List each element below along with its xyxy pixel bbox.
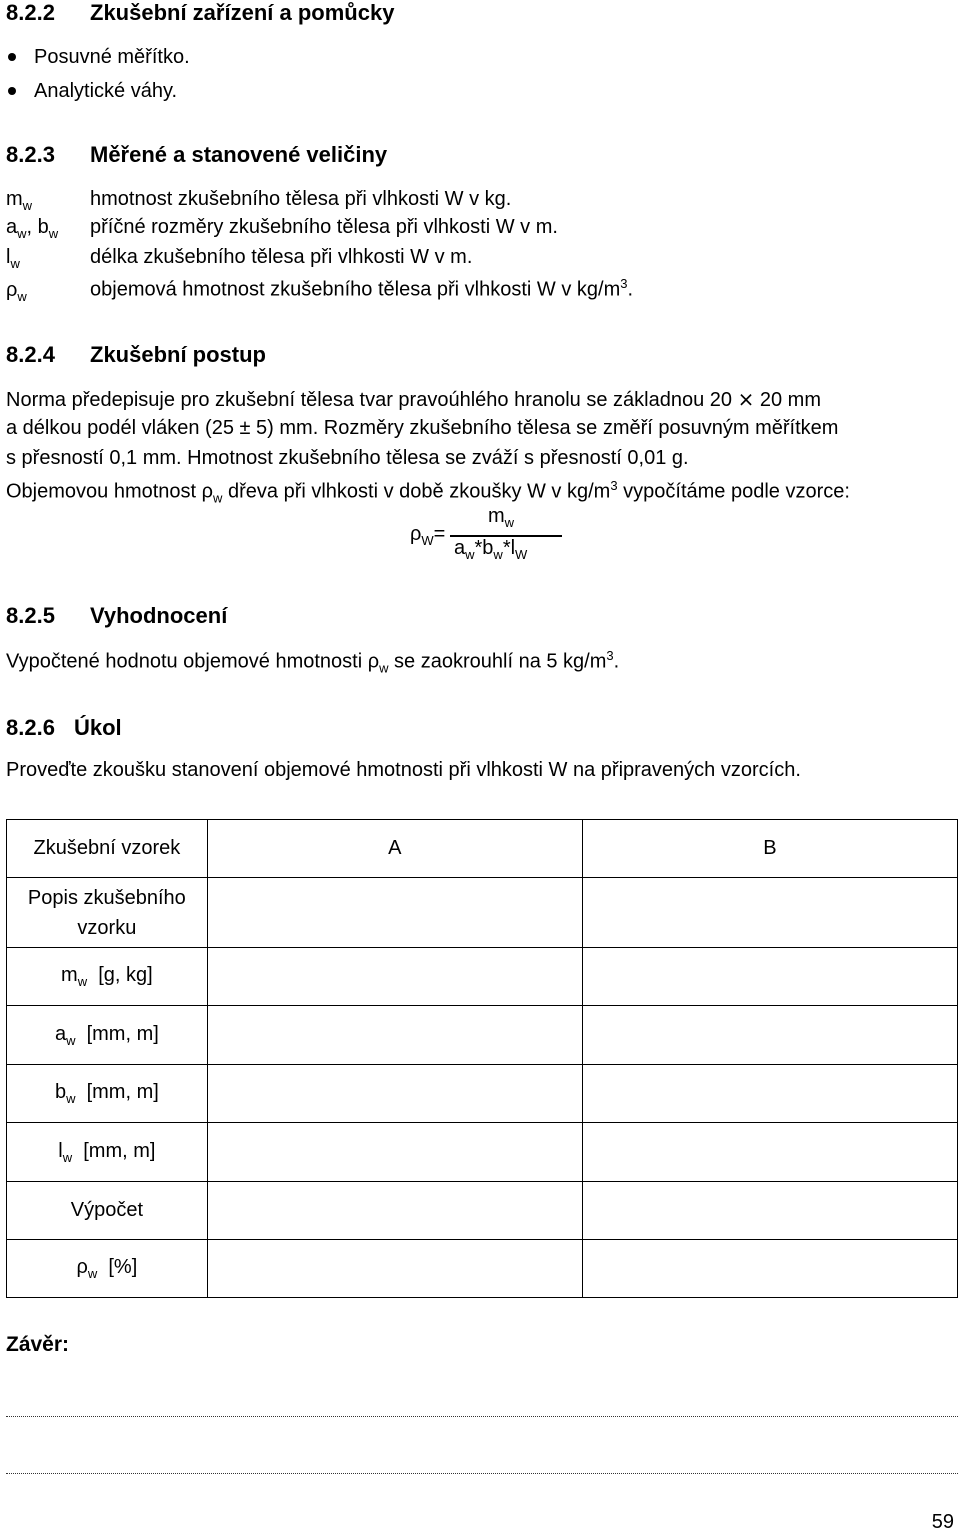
value-cell-b[interactable] (582, 878, 957, 948)
row-label: $\rho_w$ [%] (7, 1240, 208, 1298)
table-row (7, 1182, 958, 1240)
value-cell-a[interactable] (207, 1065, 582, 1123)
table-row (7, 1065, 958, 1123)
value-cell-b[interactable] (582, 1240, 957, 1298)
row-label: Popis zkušebního vzorku (7, 878, 208, 948)
table-header-cell: A (207, 820, 582, 878)
value-cell-a[interactable] (207, 1240, 582, 1298)
section-heading-824: 8.2.4 Zkušební postup (6, 342, 266, 367)
writing-line[interactable] (6, 1473, 958, 1474)
table-row (7, 948, 958, 1006)
value-cell-b[interactable] (582, 1123, 957, 1182)
definition-row: $l_w$ délka zkušebního tělesa při vlhkosti W v m. (6, 246, 473, 271)
row-label: $a_w$ [mm, m] (7, 1006, 208, 1065)
section-heading-822: 8.2.2 Zkušební zařízení a pomůcky (6, 0, 395, 25)
task-text: Proveďte zkoušku stanovení objemové hmotnosti při vlhkosti W na připravených vzorcích. (6, 759, 801, 781)
value-cell-b[interactable] (582, 1182, 957, 1240)
procedure-line: Objemovou hmotnost $\rho_w$ dřeva při vlhkosti v době zkoušky W v $kg/m^3$ vypočítáme podle vzorce: (6, 478, 850, 506)
value-cell-a[interactable] (207, 878, 582, 948)
row-label: $m_w$ [g, kg] (7, 948, 208, 1006)
procedure-line: s přesností 0,1 mm. Hmotnost zkušebního tělesa se zváží s přesností 0,01 g. (6, 447, 689, 469)
row-label: Výpočet (7, 1182, 208, 1240)
evaluation-text: Vypočtené hodnotu objemové hmotnosti $\rho_w$ se zaokrouhlí na 5 $kg/m^3$. (6, 648, 620, 676)
section-heading-825: 8.2.5 Vyhodnocení (6, 603, 228, 628)
procedure-line: a délkou podél vláken (25 ± 5) mm. Rozměry zkušebního tělesa se změří posuvným měřítkem (6, 417, 839, 439)
table-header-cell: B (582, 820, 957, 878)
value-cell-b[interactable] (582, 1006, 957, 1065)
value-cell-a[interactable] (207, 1123, 582, 1182)
writing-line[interactable] (6, 1416, 958, 1417)
page-number: 59 (931, 1511, 954, 1533)
value-cell-a[interactable] (207, 1182, 582, 1240)
definition-row: $a_w$, $b_w$ příčné rozměry zkušebního tělesa při vlhkosti W v m. (6, 216, 558, 241)
bullet-icon (8, 87, 16, 95)
value-cell-b[interactable] (582, 948, 957, 1006)
table-row (7, 878, 958, 948)
table-header-cell: Zkušební vzorek (7, 820, 208, 878)
table-row (7, 1006, 958, 1065)
value-cell-b[interactable] (582, 1065, 957, 1123)
formula-numerator: $m_w$ (488, 505, 515, 530)
equipment-list (6, 40, 190, 108)
table-row (7, 1123, 958, 1182)
value-cell-a[interactable] (207, 948, 582, 1006)
row-label: $l_w$ [mm, m] (7, 1123, 208, 1182)
table-row (7, 1240, 958, 1298)
list-item: Posuvné měřítko. (6, 40, 190, 74)
row-label: $b_w$ [mm, m] (7, 1065, 208, 1123)
value-cell-a[interactable] (207, 1006, 582, 1065)
table-header-row (7, 820, 958, 878)
definition-row: $m_w$ hmotnost zkušebního tělesa při vlhkosti W v kg. (6, 188, 512, 213)
list-item: Analytické váhy. (6, 74, 190, 108)
procedure-line: Norma předepisuje pro zkušební tělesa tvar pravoúhlého hranolu se základnou 20 ⨯ 20 mm (6, 389, 821, 411)
section-heading-826: 8.2.6 Úkol (6, 715, 122, 740)
section-heading-823: 8.2.3 Měřené a stanovené veličiny (6, 142, 388, 167)
bullet-icon (8, 53, 16, 61)
formula-denominator: $a_w*b_w*l_W$ (454, 537, 528, 562)
results-table (6, 819, 958, 1298)
conclusion-label: Závěr: (6, 1333, 70, 1356)
definition-row: $\rho_w$ objemová hmotnost zkušebního tělesa při vlhkosti W v $kg/m^3$. (6, 276, 634, 304)
density-formula: $\rho_W=$ $m_w$ $a_w*b_w*l_W$ (410, 505, 560, 569)
